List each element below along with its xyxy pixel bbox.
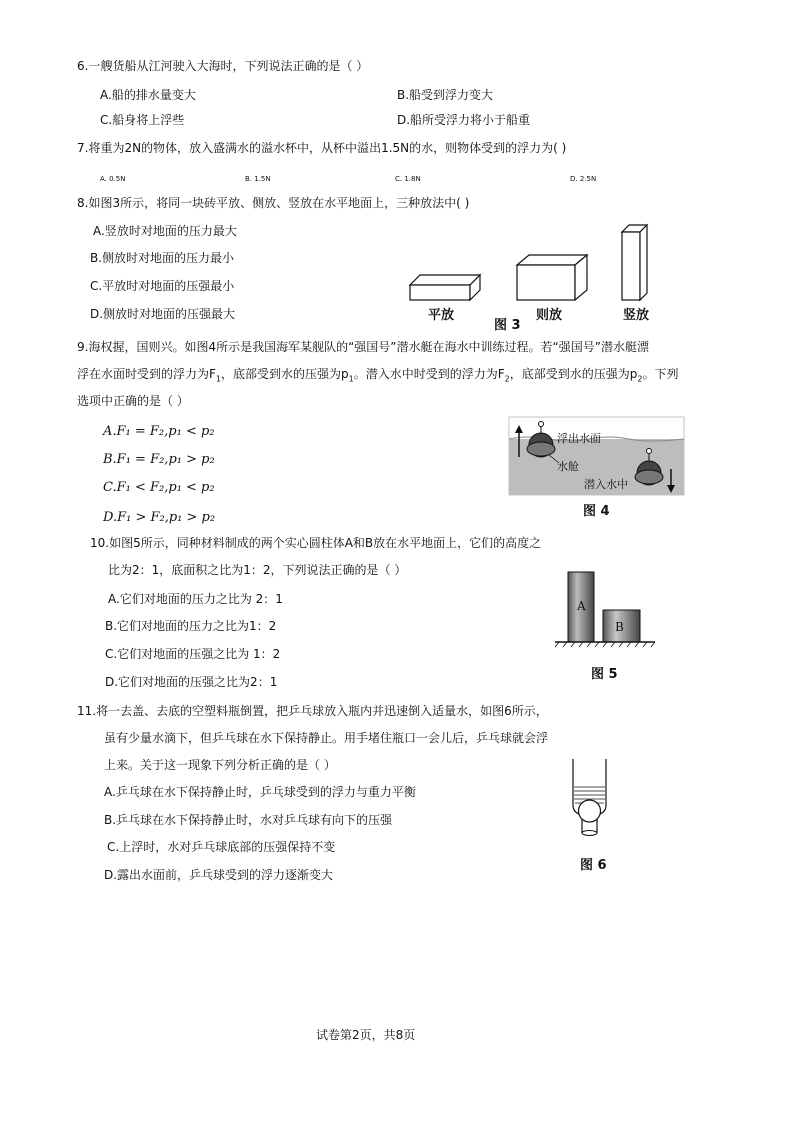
q10-option-c: C.它们对地面的压强之比为 1：2: [105, 647, 281, 661]
q7-stem: 7.将重为2N的物体，放入盛满水的溢水杯中，从杯中溢出1.5N的水，则物体受到的浮力为( ): [77, 141, 567, 155]
q6-option-c: C.船身将上浮些: [100, 113, 185, 127]
q10-option-a: A.它们对地面的压力之比为 2：1: [108, 592, 283, 606]
q6-option-d: D.船所受浮力将小于船重: [397, 113, 531, 127]
q11-option-b: B.乒乓球在水下保持静止时，水对乒乓球有向下的压强: [104, 813, 393, 827]
q11-stem-line1: 11.将一去盖、去底的空塑料瓶倒置，把乒乓球放入瓶内并迅速倒入适量水，如图6所示，: [77, 704, 548, 718]
figure-3-bricks: [400, 215, 670, 305]
q11-stem-line3: 上来。关于这一现象下列分析正确的是（ ）: [104, 758, 336, 772]
q8-option-a: A.竖放时对地面的压力最大: [93, 224, 237, 238]
q9-option-b: B.F₁ = F₂,p₁ > p₂: [103, 452, 215, 467]
q11-option-c: C.上浮时，水对乒乓球底部的压强保持不变: [107, 840, 336, 854]
q9-option-d: D.F₁ > F₂,p₁ > p₂: [103, 510, 216, 525]
q10-stem-line1: 10.如图5所示，同种材料制成的两个实心圆柱体A和B放在水平地面上，它们的高度之: [90, 536, 542, 550]
figure-3-label-upright: 竖放: [623, 308, 650, 323]
figure-3-label-flat: 平放: [428, 308, 455, 323]
page-footer: 试卷第2页，共8页: [316, 1028, 416, 1042]
figure-6-bottle: [568, 757, 613, 847]
q9-option-a: A.F₁ = F₂,p₁ < p₂: [103, 424, 215, 439]
q8-option-c: C.平放时对地面的压强最小: [90, 279, 235, 293]
q9-stem-line1: 9.海权握，国则兴。如图4所示是我国海军某舰队的“强国号”潜水艇在海水中训练过程。若“强国号”潜水艇漂: [77, 340, 649, 354]
q8-option-b: B.侧放时对地面的压力最小: [90, 251, 235, 265]
q11-stem-line2: 虽有少量水滴下，但乒乓球在水下保持静止。用手堵住瓶口一会儿后，乒乓球就会浮: [104, 731, 549, 745]
q11-option-a: A.乒乓球在水下保持静止时，乒乓球受到的浮力与重力平衡: [104, 785, 416, 799]
q10-stem-line2: 比为2：1，底面积之比为1：2，下列说法正确的是（ ）: [108, 563, 407, 577]
q7-option-b: B. 1.5N: [245, 175, 271, 183]
figure-5-label-b: B: [615, 620, 624, 634]
figure-5-cylinders: [555, 570, 660, 650]
q7-option-a: A. 0.5N: [100, 175, 126, 183]
figure-4-label-tank: 水舱: [557, 460, 579, 473]
q6-stem: 6.一艘货船从江河驶入大海时，下列说法正确的是（ ）: [77, 59, 369, 73]
q9-stem-line3: 选项中正确的是（ ）: [77, 394, 189, 408]
q8-option-d: D.侧放时对地面的压强最大: [90, 307, 236, 321]
q9-option-c: C.F₁ < F₂,p₁ < p₂: [103, 480, 215, 495]
figure-6-caption: 图 6: [580, 858, 607, 873]
figure-4-label-float: 浮出水面: [557, 432, 601, 445]
figure-5-label-a: A: [577, 599, 586, 613]
q10-option-d: D.它们对地面的压强之比为2：1: [105, 675, 278, 689]
figure-4-caption: 图 4: [583, 504, 610, 519]
figure-3-label-side: 则放: [536, 308, 563, 323]
figure-4-label-dive: 潜入水中: [584, 478, 628, 491]
q7-option-c: C. 1.8N: [395, 175, 421, 183]
q6-option-b: B.船受到浮力变大: [397, 88, 494, 102]
q7-option-d: D. 2.5N: [570, 175, 597, 183]
q9-stem-line2: 浮在水面时受到的浮力为$F_1$，底部受到水的压强为$p_1$。潜入水中时受到的浮力为$F_2$，底部受到水的压强为$p_2$。下列: [77, 367, 679, 384]
q11-option-d: D.露出水面前，乒乓球受到的浮力逐渐变大: [104, 868, 334, 882]
q8-stem: 8.如图3所示，将同一块砖平放、侧放、竖放在水平地面上，三种放法中( ): [77, 196, 470, 210]
q10-option-b: B.它们对地面的压力之比为1：2: [105, 619, 277, 633]
figure-5-caption: 图 5: [591, 667, 618, 682]
q6-option-a: A.船的排水量变大: [100, 88, 196, 102]
figure-3-caption: 图 3: [494, 318, 521, 333]
